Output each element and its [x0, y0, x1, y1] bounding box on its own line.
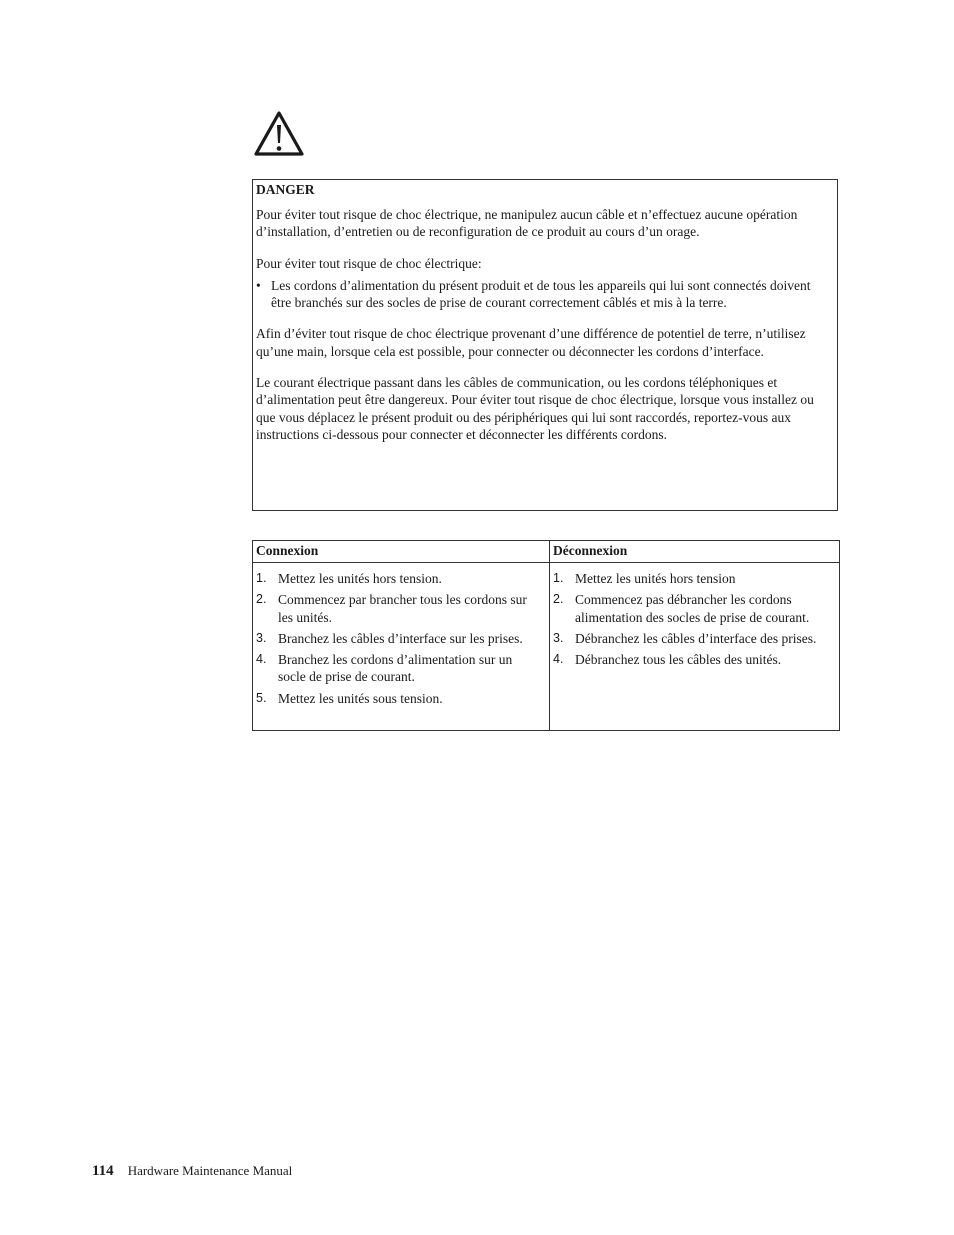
step-number: 1. — [553, 571, 564, 585]
list-item — [550, 651, 839, 668]
deconnexion-cell — [550, 563, 840, 731]
manual-title: Hardware Maintenance Manual — [127, 1163, 293, 1178]
header-connexion: Connexion — [253, 541, 550, 563]
danger-paragraph-3: Afin d’éviter tout risque de choc électrique provenant d’une différence de potentiel de terre, n’utilisez qu’une main, lorsque cela est possible, pour connecter ou déconnecter les cordons d’interface. — [256, 326, 806, 359]
danger-paragraph-2: Pour éviter tout risque de choc électrique: — [256, 255, 482, 271]
step-text: Commencez pas débrancher les cordons alimentation des socles de prise de courant. — [575, 592, 810, 625]
page-footer — [92, 1163, 292, 1180]
danger-title: DANGER — [256, 182, 315, 197]
warning-triangle-icon — [253, 110, 305, 158]
danger-notice — [252, 179, 838, 511]
list-item — [550, 630, 839, 647]
table-row — [253, 563, 840, 731]
danger-paragraph-4: Le courant électrique passant dans les câbles de communication, ou les cordons téléphoniques et d’alimentation peut être dangereux. Pour éviter tout risque de choc électrique, lorsque vous installez ou que vous déplacez le présent produit ou des périphériques qui lui sont raccordés, reportez-vous aux instructions ci-dessous pour connecter et déconnecter les différents cordons. — [256, 375, 814, 442]
step-text: Mettez les unités sous tension. — [278, 690, 443, 706]
bullet-marker: • — [256, 277, 261, 293]
page-number: 114 — [92, 1163, 114, 1179]
step-text: Mettez les unités hors tension — [575, 571, 736, 586]
step-number: 4. — [256, 652, 267, 667]
danger-bullet-list — [256, 277, 833, 312]
list-item — [253, 570, 549, 587]
table-header-row — [253, 541, 840, 563]
list-item — [550, 591, 839, 626]
danger-paragraph-1: Pour éviter tout risque de choc électrique, ne manipulez aucun câble et n’effectuez aucune opération d’installation, d’entretien ou de reconfiguration de ce produit au cours d’un orage. — [256, 207, 798, 240]
header-deconnexion: Déconnexion — [550, 541, 840, 563]
step-text: Mettez les unités hors tension. — [278, 571, 442, 586]
step-text: Branchez les cordons d’alimentation sur un socle de prise de courant. — [278, 652, 513, 685]
list-item — [550, 570, 839, 587]
list-item — [253, 651, 549, 686]
step-number: 5. — [256, 690, 267, 705]
deconnexion-steps — [550, 570, 839, 668]
step-text: Branchez les câbles d’interface sur les prises. — [278, 630, 523, 646]
list-item — [253, 591, 549, 626]
connexion-cell — [253, 563, 550, 731]
step-text: Commencez par brancher tous les cordons sur les unités. — [278, 592, 527, 625]
step-text: Débranchez les câbles d’interface des prises. — [575, 630, 817, 646]
step-number: 3. — [553, 630, 564, 645]
bullet-text: Les cordons d’alimentation du présent produit et de tous les appareils qui lui sont connectés doivent être branchés sur des socles de prise de courant correctement câblés et mis à la terre. — [271, 277, 811, 311]
step-number: 2. — [256, 592, 267, 607]
connection-table — [252, 540, 840, 731]
connexion-steps — [253, 570, 549, 707]
step-number: 3. — [256, 630, 267, 645]
list-item — [253, 690, 549, 707]
step-text: Débranchez tous les câbles des unités. — [575, 652, 782, 668]
list-item — [256, 277, 833, 312]
step-number: 2. — [553, 592, 564, 607]
step-number: 4. — [553, 652, 564, 667]
step-number: 1. — [256, 571, 267, 585]
list-item — [253, 630, 549, 647]
